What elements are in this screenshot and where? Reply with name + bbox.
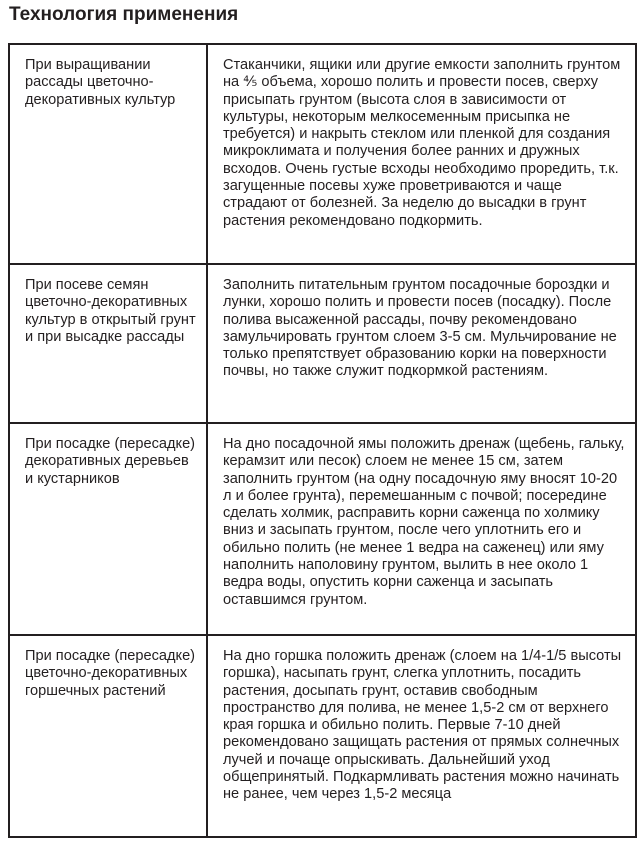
case-text: При посеве семян цветочно-декоративных культур в открытый грунт и при высадке рассады (25, 277, 196, 345)
case-cell (9, 423, 207, 635)
table-row (9, 423, 636, 635)
application-technology-table (8, 43, 637, 838)
table-row (9, 264, 636, 423)
case-cell (9, 264, 207, 423)
instructions-cell (207, 423, 636, 635)
table-row (9, 44, 636, 264)
instructions-cell (207, 44, 636, 264)
case-cell (9, 44, 207, 264)
instructions-cell (207, 635, 636, 837)
instructions-cell (207, 264, 636, 423)
case-text: При посадке (пересадке) декоративных деревьев и кустарников (25, 436, 196, 487)
instructions-text: На дно посадочной ямы положить дренаж (щебень, гальку, керамзит или песок) слоем не менее 15 см, затем заполнить грунтом (на одну посадочную яму вносят 10-20 л и более грунта), перемешанным с почвой; посередине сделать холмик, расправить корни саженца по холмику вниз и засыпать грунтом, после чего уплотнить его и обильно полить (не менее 1 ведра на саженец) или яму наполнить наполовину грунтом, вылить в нее около 1 ведра воды, опустить корни саженца и засыпать оставшимся грунтом. (223, 436, 625, 608)
instructions-text: На дно горшка положить дренаж (слоем на 1/4-1/5 высоты горшка), насыпать грунт, слегка уплотнить, посадить растения, досыпать грунт, оставив свободным пространство для полива, не менее 1,5-2 см от верхнего края горшка и обильно полить. Первые 7-10 дней рекомендовано защищать растения от прямых солнечных лучей и почаще опрыскивать. Дальнейший уход общепринятый. Подкармливать растения можно начинать не ранее, чем через 1,5-2 месяца (223, 648, 622, 803)
case-text: При выращивании рассады цветочно-декоративных культур (25, 57, 176, 108)
case-text: При посадке (пересадке) цветочно-декоративных горшечных растений (25, 648, 196, 699)
case-cell (9, 635, 207, 837)
instructions-text: Стаканчики, ящики или другие емкости заполнить грунтом на ⅘ объема, хорошо полить и провести посев, сверху присыпать грунтом (высота слоя в зависимости от культуры, некоторым мелкосеменным присыпка не требуется) и накрыть стеклом или пленкой для создания микроклимата и получения более ранних и дружных всходов. Очень густые всходы необходимо проредить, т.к. загущенные посевы хуже проветриваются и чаще страдают от болезней. За неделю до высадки в грунт растения рекомендовано подкормить. (223, 57, 621, 229)
instructions-text: Заполнить питательным грунтом посадочные бороздки и лунки, хорошо полить и провести посев (посадку). После полива высаженной рассады, почву рекомендовано замульчировать грунтом слоем 3-5 см. Мульчирование не только препятствует образованию корки на поверхности почвы, но также служит подкормкой растениям. (223, 277, 617, 380)
section-title: Технология применения (9, 4, 239, 25)
table-row (9, 635, 636, 837)
